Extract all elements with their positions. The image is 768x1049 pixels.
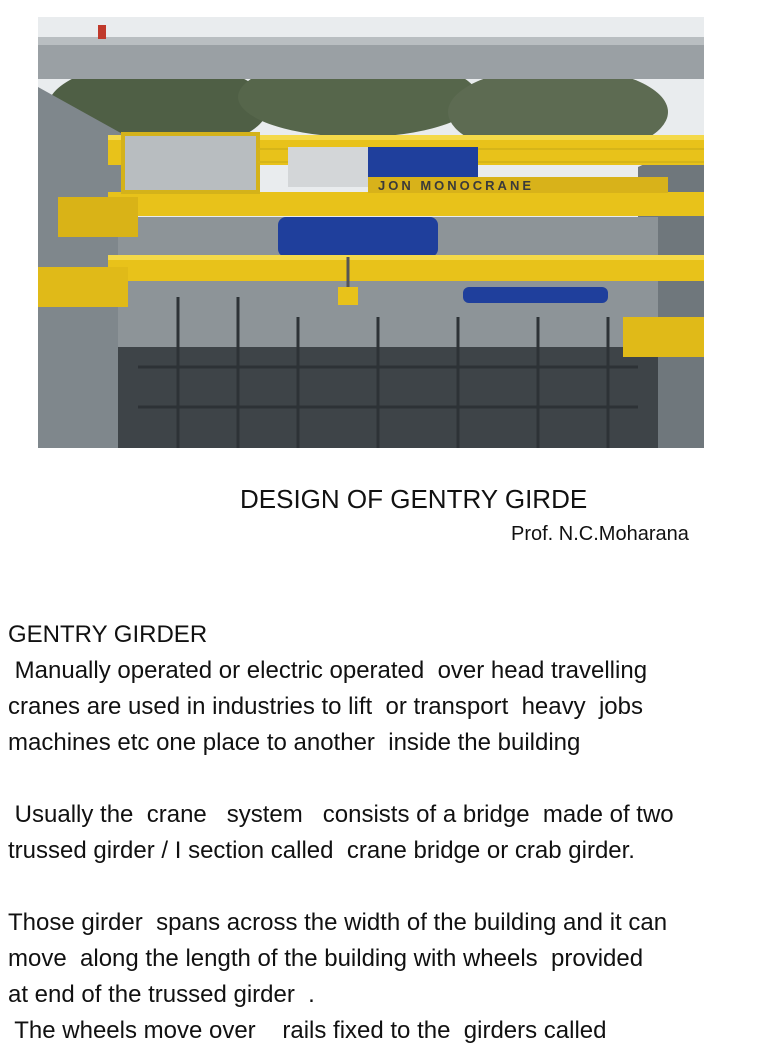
author-name: Prof. N.C.Moharana [511,523,689,545]
paragraph-line: Usually the crane system consists of a bridge made of two [8,801,674,828]
paragraph-line: trussed girder / I section called crane bridge or crab girder. [8,837,635,864]
paragraph-line: Manually operated or electric operated over head travelling [8,657,648,684]
paragraph-line: at end of the trussed girder . [8,981,315,1008]
trolley-unit [288,147,368,187]
beam-marker [98,25,106,39]
control-cabin [123,134,258,192]
paragraph-line: machines etc one place to another inside the building [8,729,581,756]
upper-girder-lower [108,192,704,216]
overhead-crane-illustration [38,17,704,448]
paragraph-line: cranes are used in industries to lift or transport heavy jobs [8,693,643,720]
crane-brand-label: JON MONOCRANE [378,178,535,193]
hoist-drum [278,217,438,257]
body-text [8,617,760,1049]
lower-structure [118,347,658,448]
section-heading: GENTRY GIRDER [8,621,208,648]
crane-hook [338,287,358,305]
paragraph-line: move along the length of the building with wheels provided [8,945,644,972]
end-carriage-left-lower [38,267,128,307]
page-title: DESIGN OF GENTRY GIRDE [240,484,588,514]
end-carriage-left [58,197,138,237]
auxiliary-hoist [463,287,608,303]
crane-photo [38,17,704,448]
end-carriage-right [623,317,704,357]
paragraph-line: The wheels move over rails fixed to the girders called [8,1017,607,1044]
paragraph-line: Those girder spans across the width of the building and it can [8,909,668,936]
